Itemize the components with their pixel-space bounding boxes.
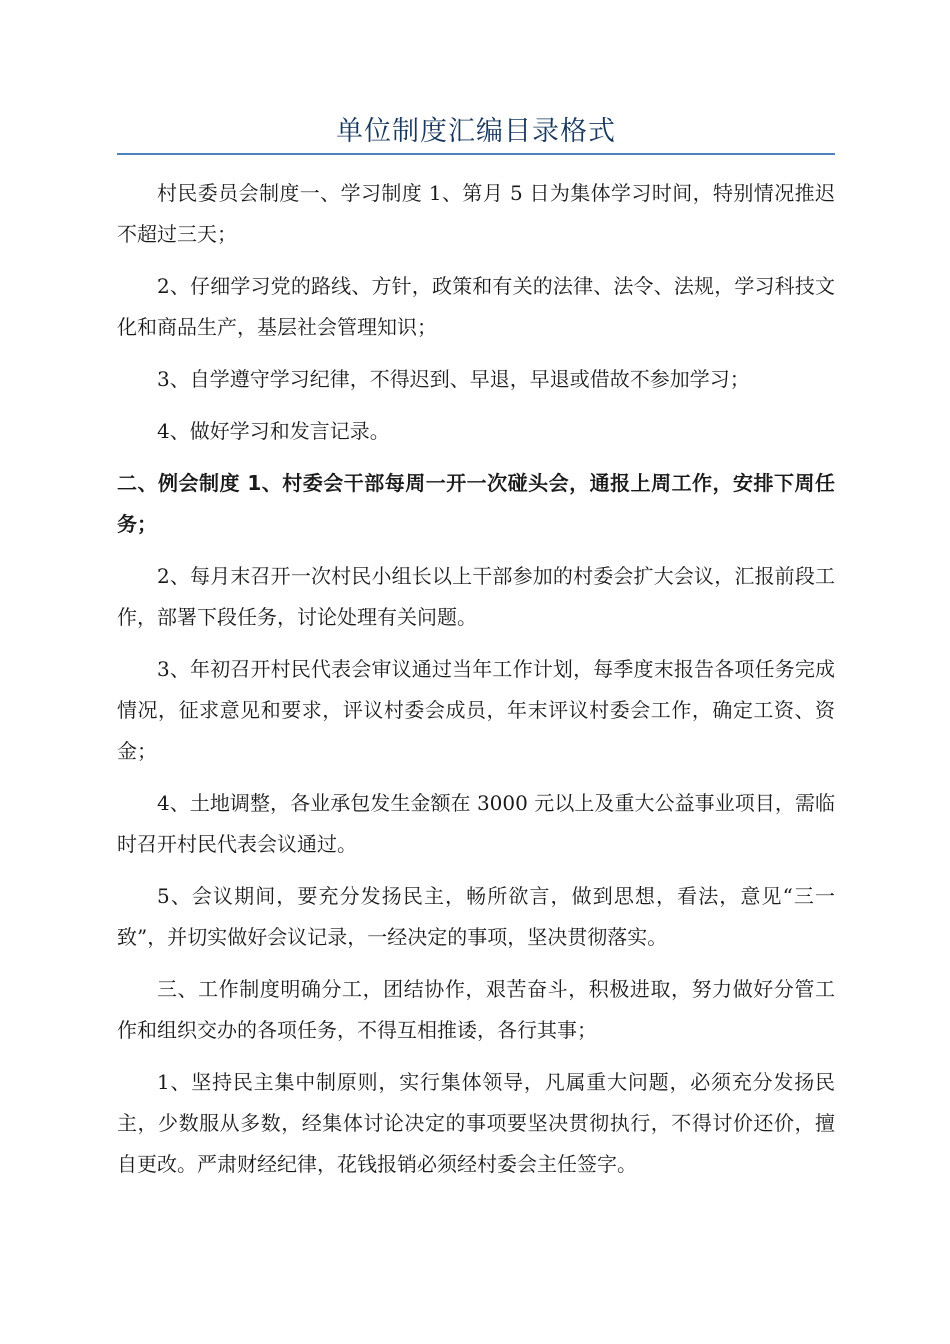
document-title: 单位制度汇编目录格式 bbox=[336, 116, 616, 147]
document-body bbox=[117, 173, 835, 1196]
paragraph-meeting-system: 二、例会制度 1、村委会干部每周一开一次碰头会，通报上周工作，安排下周任务； bbox=[117, 471, 835, 536]
paragraph-study-system: 村民委员会制度一、学习制度 1、第月 5 日为集体学习时间，特别情况推迟不超过三天； bbox=[117, 181, 835, 246]
paragraph-work-1: 1、坚持民主集中制原则，实行集体领导，凡属重大问题，必须充分发扬民主，少数服从多数，经集体讨论决定的事项要坚决贯彻执行，不得讨价还价，擅自更改。严肃财经纪律，花钱报销必须经村委会主任签字。 bbox=[117, 1070, 835, 1176]
paragraph-meeting-5: 5、会议期间，要充分发扬民主，畅所欲言，做到思想，看法，意见“三一致”，并切实做好会议记录，一经决定的事项，坚决贯彻落实。 bbox=[117, 884, 835, 949]
paragraph-study-2: 2、仔细学习党的路线、方针，政策和有关的法律、法令、法规，学习科技文化和商品生产，基层社会管理知识； bbox=[117, 274, 835, 339]
paragraph-study-3: 3、自学遵守学习纪律，不得迟到、早退，早退或借故不参加学习； bbox=[157, 367, 750, 391]
paragraph-meeting-3: 3、年初召开村民代表会审议通过当年工作计划，每季度末报告各项任务完成情况，征求意见和要求，评议村委会成员，年末评议村委会工作，确定工资、资金； bbox=[117, 657, 835, 763]
paragraph-work-system: 三、工作制度明确分工，团结协作，艰苦奋斗，积极进取，努力做好分管工作和组织交办的各项任务，不得互相推诿，各行其事； bbox=[117, 977, 835, 1042]
paragraph-study-4: 4、做好学习和发言记录。 bbox=[157, 419, 390, 443]
title-underline bbox=[117, 153, 835, 155]
paragraph-meeting-4: 4、土地调整，各业承包发生金额在 3000 元以上及重大公益事业项目，需临时召开村民代表会议通过。 bbox=[117, 791, 835, 856]
paragraph-meeting-2: 2、每月末召开一次村民小组长以上干部参加的村委会扩大会议，汇报前段工作，部署下段任务，讨论处理有关问题。 bbox=[117, 564, 835, 629]
